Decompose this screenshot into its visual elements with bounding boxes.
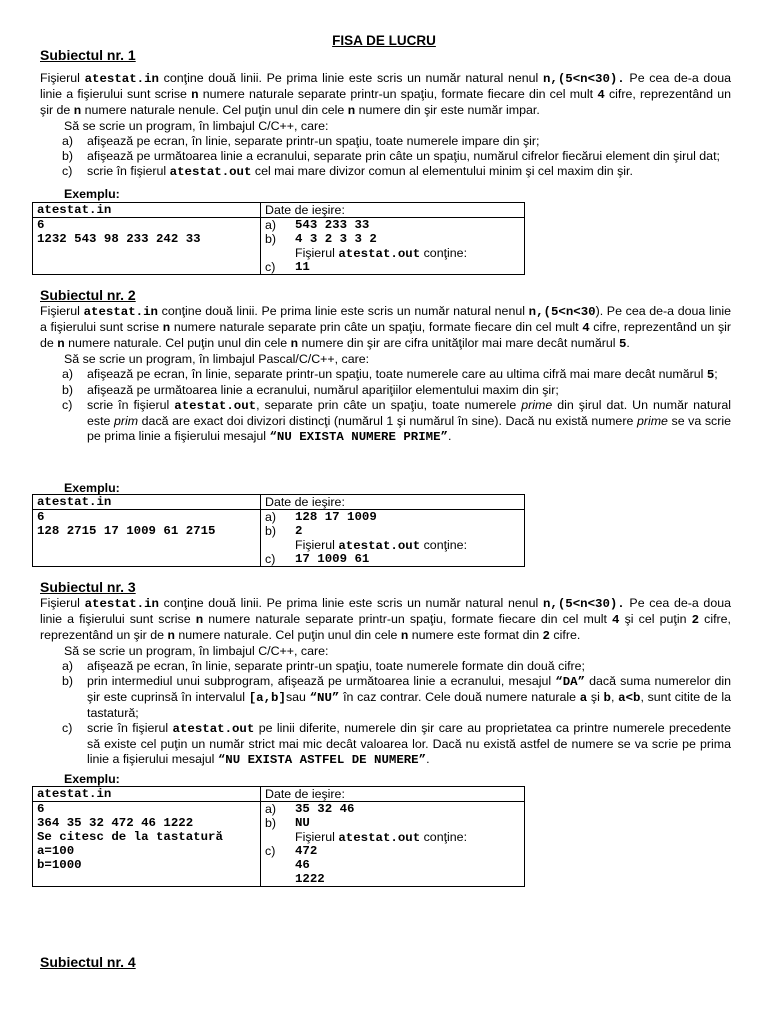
document-title: FISA DE LUCRU — [332, 33, 436, 48]
input-file-header: atestat.in — [33, 787, 261, 802]
input-line: 1232 543 98 233 242 33 — [37, 232, 201, 246]
output-c-line: 1222 — [295, 872, 325, 886]
output-header: Date de ieşire: — [261, 495, 525, 510]
output-header: Date de ieşire: — [261, 203, 525, 218]
subject-3-item-b: b) prin intermediul unui subprogram, afişează pe următoarea linie a ecranului, mesajul “DA” dacă suma numerelor din şir este cuprinsă în intervalul [a,b]sau “NU” în caz contrar. Cele două numere naturale a şi b, a<b, sunt citite de la tastatură; — [62, 674, 732, 720]
subject-4-heading: Subiectul nr. 4 — [40, 954, 136, 970]
output-header: Date de ieşire: — [261, 787, 525, 802]
subject-2-example-label: Exemplu: — [64, 481, 120, 495]
subject-1-item-b: b) afişează pe următoarea linie a ecranului, separate prin câte un spaţiu, numărul cifrelor fiecărui element din şirul dat; — [62, 149, 720, 163]
subject-3-example-table — [32, 786, 525, 887]
subject-1-item-a: a) afişează pe ecran, în linie, separate printr-un spaţiu, toate numerele impare din şir; — [62, 134, 540, 148]
subject-2-heading: Subiectul nr. 2 — [40, 287, 136, 303]
subject-2-item-a: a) afişează pe ecran, în linie, separate printr-un spaţiu, toate numerele care au ultima cifră mai mare decât numărul 5; — [62, 367, 718, 382]
subject-3-item-a: a) afişează pe ecran, în linie, separate printr-un spaţiu, toate numerele formate din două cifre; — [62, 659, 585, 673]
input-line: 128 2715 17 1009 61 2715 — [37, 524, 216, 538]
subject-3-task: Să se scrie un program, în limbajul C/C++, care: — [64, 644, 329, 658]
subject-2-example-table — [32, 494, 525, 567]
input-line: 6 — [37, 510, 45, 524]
output-a: a) 128 17 1009 — [265, 510, 377, 524]
subject-1-statement — [40, 71, 731, 180]
subject-2-task: Să se scrie un program, în limbajul Pascal/C/C++, care: — [64, 352, 370, 366]
output-a: a) 35 32 46 — [265, 802, 355, 816]
subject-2-item-b: b) afişează pe următoarea linie a ecranului, numărul apariţiilor elementului maxim din şir; — [62, 383, 559, 397]
output-file-note: Fişierul atestat.out conţine: — [295, 538, 468, 553]
input-file-header: atestat.in — [33, 495, 261, 510]
subject-1-item-c: c) scrie în fişierul atestat.out cel mai mare divizor comun al elementului minim şi cel maxim din şir. — [62, 164, 633, 179]
subject-3-item-c: c) scrie în fişierul atestat.out pe linii diferite, numerele din şir care au proprietatea ca printre numerele precedente să existe cel puţin un număr strict mai mic decât valoarea lor. Dacă nu există astfel de numere se va scrie pe prima linie a fişierului mesajul “NU EXISTA ASTFEL DE NUMERE”. — [62, 721, 731, 767]
subject-3-statement — [40, 596, 731, 768]
input-line: a=100 — [37, 844, 75, 858]
subject-1-intro: Fişierul atestat.in conţine două linii. Pe prima linie este scris un număr natural nenul n,(5<n<30). Pe cea de-a doua linie a fişierului sunt scrise n numere naturale separate printr-un spaţiu, formate fiecare din cel mult 4 cifre, reprezentând un şir de n numere naturale nenule. Cel puţin unul din cele n numere din şir este număr impar. — [40, 71, 731, 118]
subject-3-example-label: Exemplu: — [64, 772, 120, 786]
subject-1-example-label: Exemplu: — [64, 187, 120, 201]
subject-1-heading: Subiectul nr. 1 — [40, 47, 136, 63]
output-b: b) NU — [265, 816, 310, 830]
subject-3-intro: Fişierul atestat.in conţine două linii. Pe prima linie este scris un număr natural nenul n,(5<n<30). Pe cea de-a doua linie a fişierului sunt scrise n numere naturale separate printr-un spaţiu, formate fiecare din cel mult 4 şi cel puţin 2 cifre, reprezentând un şir de n numere naturale. Cel puţin unul din cele n numere este format din 2 cifre. — [40, 596, 731, 643]
output-c-line: 46 — [295, 858, 310, 872]
input-line: 6 — [37, 802, 45, 816]
subject-1-example-table — [32, 202, 525, 275]
input-line: b=1000 — [37, 858, 82, 872]
output-b: b) 2 — [265, 524, 303, 538]
output-c: c) 11 — [265, 260, 310, 274]
output-c: c) 472 — [265, 844, 318, 858]
output-c: c) 17 1009 61 — [265, 552, 370, 566]
input-line: Se citesc de la tastatură — [37, 830, 223, 844]
subject-2-intro: Fişierul atestat.in conţine două linii. Pe prima linie este scris un număr natural nenul n,(5<n<30). Pe cea de-a doua linie a fişierului sunt scrise n numere naturale separate prin câte un spaţiu, formate fiecare din cel mult 4 cifre, reprezentând un şir de n numere naturale. Cel puţin unul din cele n numere din şir are cifra unităţilor mai mare decât numărul 5. — [40, 304, 732, 351]
output-a: a) 543 233 33 — [265, 218, 370, 232]
subject-2-statement — [40, 304, 731, 445]
subject-3-heading: Subiectul nr. 3 — [40, 579, 136, 595]
subject-1-task: Să se scrie un program, în limbajul C/C++, care: — [64, 119, 329, 133]
input-line: 6 — [37, 218, 45, 232]
input-file-header: atestat.in — [33, 203, 261, 218]
output-file-note: Fişierul atestat.out conţine: — [295, 246, 468, 261]
output-b: b) 4 3 2 3 3 2 — [265, 232, 377, 246]
input-line: 364 35 32 472 46 1222 — [37, 816, 194, 830]
output-file-note: Fişierul atestat.out conţine: — [295, 830, 468, 845]
subject-2-item-c: c) scrie în fişierul atestat.out, separate prin câte un spaţiu, toate numerele prime din şirul dat. Un număr natural este prim dacă are exact doi divizori distincţi (numărul 1 şi numărul în sine). Dacă nu există numere prime se va scrie pe prima linie a fişierului mesajul “NU EXISTA NUMERE PRIME”. — [62, 398, 731, 444]
